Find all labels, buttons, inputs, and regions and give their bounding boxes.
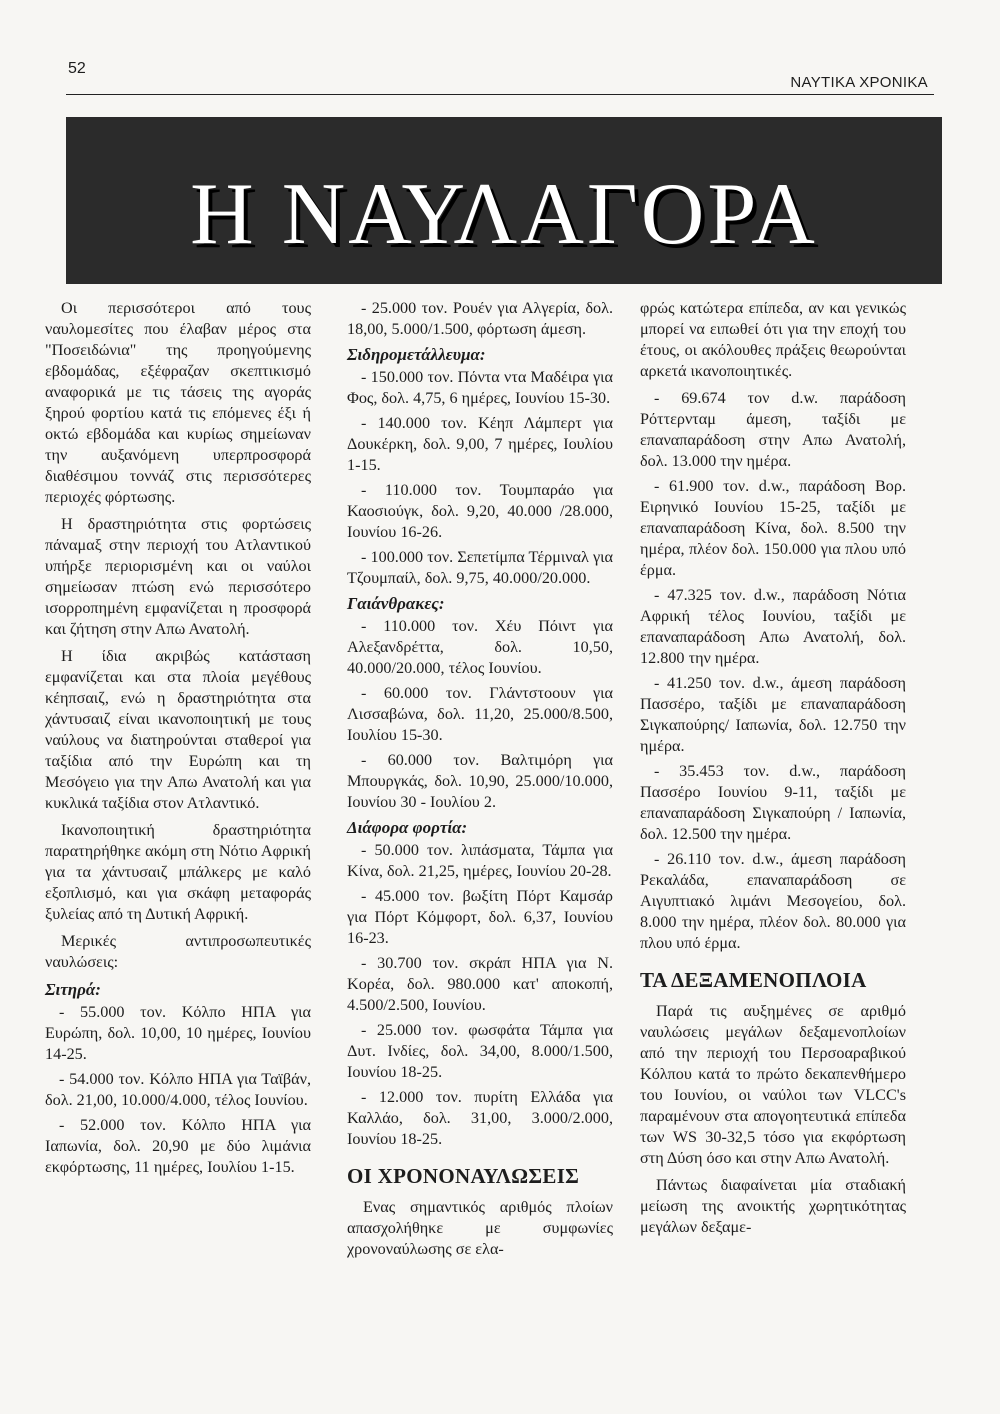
paragraph: Μερικές αντιπροσωπευτικές ναυλώσεις: [45, 932, 311, 971]
charter-item: - 150.000 τον. Πόντα ντα Μαδέιρα για Φος, δολ. 4,75, 6 ημέρες, Ιουνίου 15-30. [347, 368, 613, 407]
column-1 [45, 298, 311, 1182]
charter-item: - 25.000 τον. Ρουέν για Αλγερία, δολ. 18,00, 5.000/1.500, φόρτωση άμεση. [347, 299, 613, 338]
charter-item: - 25.000 τον. φωσφάτα Τάμπα για Δυτ. Ινδίες, δολ. 34,00, 8.000/1.500, Ιουνίου 18-25. [347, 1021, 613, 1081]
charter-item: - 55.000 τον. Κόλπο ΗΠΑ για Ευρώπη, δολ. 10,00, 10 ημέρες, Ιουνίου 14-25. [45, 1003, 311, 1063]
charter-item: - 69.674 τον d.w. παράδοση Ρόττερνταμ άμεση, ταξίδι με επαναπαράδοση στην Απω Ανατολή, δολ. 13.000 την ημέρα. [640, 389, 906, 470]
column-2 [347, 298, 613, 1266]
paragraph: Παρά τις αυξημένες σε αριθμό ναυλώσεις μεγάλων δεξαμενοπλοίων από την περιοχή του Περσοαραβικού Κόλπου κατά το πρώτο δεκαπενθήμερο του Ιουνίου, οι ναύλοι των VLCC's παραμένουν στα απογοητευτικά επίπεδα των WS 30-32,5 τόσο για εκφόρτωση στη Δύση όσο και στην Απω Ανατολή. [640, 1002, 906, 1167]
charter-item: - 60.000 τον. Γλάντστοουν για Λισσαβώνα, δολ. 11,20, 25.000/8.500, Ιουλίου 15-30. [347, 684, 613, 744]
paragraph: Η ίδια ακριβώς κατάσταση εμφανίζεται και στα πλοία μεγέθους κέηπσαιζ, ενώ η δραστηριότητα στα χάντυσαιζ είναι ικανοποιητική με τους ναύλους να διατηρούνται σταθεροί για ταξίδια από την Ευρώπη και τη Μεσόγειο για την Απω Ανατολή και για κυκλικά ταξίδια στον Ατλαντικό. [45, 647, 311, 812]
charter-item: - 52.000 τον. Κόλπο ΗΠΑ για Ιαπωνία, δολ. 20,90 με δύο λιμάνια εκφόρτωσης, 11 ημέρες, Ιουλίου 1-15. [45, 1116, 311, 1176]
charter-item: - 100.000 τον. Σεπετίμπα Τέρμιναλ για Τζουμπαίλ, δολ. 9,75, 40.000/20.000. [347, 548, 613, 587]
charter-item: - 12.000 τον. πυρίτη Ελλάδα για Καλλάο, δολ. 31,00, 3.000/2.000, Ιουνίου 18-25. [347, 1088, 613, 1148]
page-number: 52 [68, 60, 86, 77]
charter-item: - 41.250 τον. d.w., άμεση παράδοση Πασσέρο, ταξίδι με επαναπαράδοση Σιγκαπούρης/ Ιαπωνία, δολ. 12.750 την ημέρα. [640, 674, 906, 755]
subheading-misc-cargo: Διάφορα φορτία: [347, 818, 468, 837]
column-3 [640, 298, 906, 1244]
paragraph: Ικανοποιητική δραστηριότητα παρατηρήθηκε ακόμη στη Νότιο Αφρική για τα χάντυσαιζ μπάλκερς με καλό εξοπλισμό, και για σκάφη μεταφοράς ξυλείας από τη Δυτική Αφρική. [45, 821, 311, 923]
paragraph: Οι περισσότεροι από τους ναυλομεσίτες που έλαβαν μέρος στα "Ποσειδώνια" της προηγούμενης εβδομάδας, εξέφραζαν σκεπτικισμό αναφορικά με τις τάσεις της αγοράς ξηρού φορτίου κατά τις επόμενες έξι ή οκτώ εβδομάδα και κυρίως σημείωναν την αυξανόμενη υπερπροσφορά διαθέσιμου τοννάζ στις περισσότερες περιοχές φόρτωσης. [45, 299, 311, 506]
charter-item: - 140.000 τον. Κέηπ Λάμπερτ για Δουκέρκη, δολ. 9,00, 7 ημέρες, Ιουλίου 1-15. [347, 414, 613, 474]
section-title-time-charters: ΟΙ ΧΡΟΝΟΝΑΥΛΩΣΕΙΣ [347, 1164, 580, 1188]
paragraph: φρώς κατώτερα επίπεδα, αν και γενικώς μπορεί να ειπωθεί ότι για την εποχή του έτους, οι ακόλουθες πράξεις θεωρούνται αρκετά ικανοποιητικές. [640, 299, 906, 380]
charter-item: - 54.000 τον. Κόλπο ΗΠΑ για Ταϊβάν, δολ. 21,00, 10.000/4.000, τέλος Ιουνίου. [45, 1070, 311, 1109]
charter-item: - 50.000 τον. λιπάσματα, Τάμπα για Κίνα, δολ. 21,25, ημέρες, Ιουνίου 20-28. [347, 841, 613, 880]
charter-item: - 35.453 τον. d.w., παράδοση Πασσέρο Ιουνίου 9-11, ταξίδι με επαναπαράδοση Σιγκαπούρη / Ιαπωνία, δολ. 12.500 την ημέρα. [640, 762, 906, 843]
header-rule [66, 94, 934, 95]
charter-item: - 110.000 τον. Χέυ Πόιντ για Αλεξανδρέττα, δολ. 10,50, 40.000/20.000, τέλος Ιουνίου. [347, 617, 613, 677]
title-banner [66, 117, 942, 284]
article-title: Η ΝΑΥΛΑΓΟΡΑ [190, 166, 818, 263]
subheading-iron-ore: Σιδηρομετάλλευμα: [347, 345, 486, 364]
charter-item: - 30.700 τον. σκράπ ΗΠΑ για Ν. Κορέα, δολ. 980.000 κατ' αποκοπή, 4.500/2.500, Ιουνίου. [347, 954, 613, 1014]
charter-item: - 45.000 τον. βωξίτη Πόρτ Καμσάρ για Πόρτ Κόμφορτ, δολ. 6,37, Ιουνίου 16-23. [347, 887, 613, 947]
charter-item: - 47.325 τον. d.w., παράδοση Νότια Αφρική τέλος Ιουνίου, ταξίδι με επαναπαράδοση Απω Ανατολή, δολ. 12.800 την ημέρα. [640, 586, 906, 667]
charter-item: - 110.000 τον. Τουμπαράο για Καοσιούγκ, δολ. 9,20, 40.000 /28.000, Ιουνίου 16-26. [347, 481, 613, 541]
section-title-tankers: ΤΑ ΔΕΞΑΜΕΝΟΠΛΟΙΑ [640, 968, 867, 992]
subheading-coal: Γαιάνθρακες: [347, 594, 445, 613]
charter-item: - 26.110 τον. d.w., άμεση παράδοση Ρεκαλάδα, επαναπαράδοση σε Αιγυπτιακό λιμάνι Μεσογείου, δολ. 8.000 την ημέρα, πλέον δολ. 80.000 για πλου υπό έρμα. [640, 850, 906, 952]
charter-item: - 61.900 τον. d.w., παράδοση Βορ. Ειρηνικό Ιουνίου 15-25, ταξίδι με επαναπαράδοση Κίνα, δολ. 8.500 την ημέρα, πλέον δολ. 150.000 για πλου υπό έρμα. [640, 477, 906, 579]
paragraph: Ενας σημαντικός αριθμός πλοίων απασχολήθηκε με συμφωνίες χρονοναύλωσης σε ελα- [347, 1198, 613, 1258]
running-header: ΝΑΥΤΙΚΑ ΧΡΟΝΙΚΑ [790, 74, 928, 91]
paragraph: Η δραστηριότητα στις φορτώσεις πάναμαξ στην περιοχή του Ατλαντικού υπήρξε περιορισμένη και οι ναύλοι σημείωσαν πτώση ενώ περισσότερο ισορροπημένη εμφανίζεται η προσφορά και ζήτηση στην Απω Ανατολή. [45, 515, 311, 638]
paragraph: Πάντως διαφαίνεται μία σταδιακή μείωση της ανοικτής χωρητικότητας μεγάλων δεξαμε- [640, 1176, 906, 1236]
subheading-grain: Σιτηρά: [45, 980, 101, 999]
charter-item: - 60.000 τον. Βαλτιμόρη για Μπουργκάς, δολ. 10,90, 25.000/10.000, Ιουνίου 30 - Ιουλίου 2. [347, 751, 613, 811]
